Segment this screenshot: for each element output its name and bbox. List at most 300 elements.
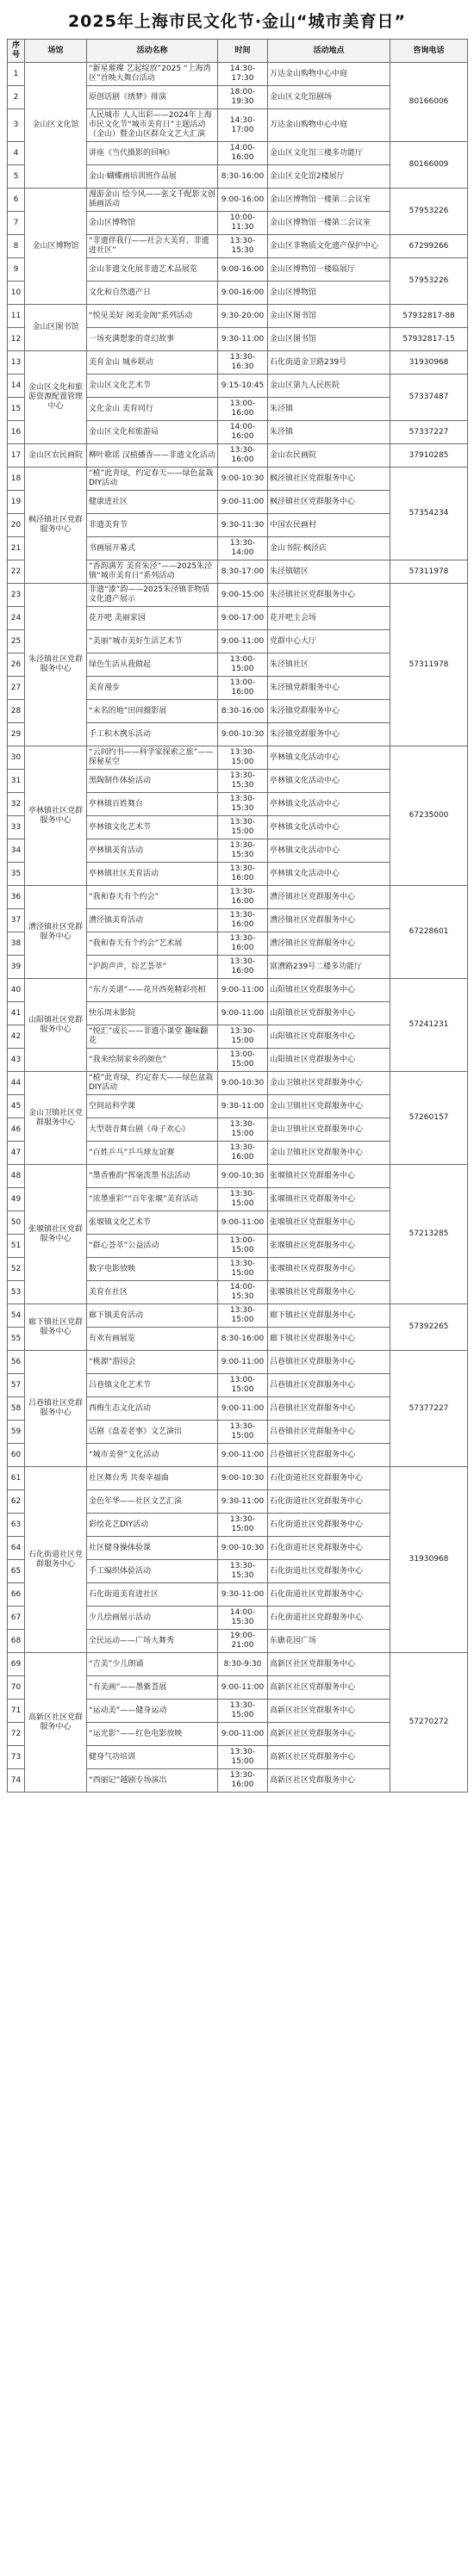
time-cell: 9:00-16:00 [218, 282, 268, 305]
location-cell: 张堰镇社区党群服务中心 [268, 1235, 390, 1258]
location-cell: 张堰镇社区党群服务中心 [268, 1211, 390, 1235]
time-cell: 13:30-16:00 [218, 886, 268, 909]
activity-cell: 亭林镇文化艺术节 [87, 816, 218, 839]
row-number: 33 [8, 816, 25, 839]
venue-cell: 金山卫镇社区党群服务中心 [25, 1072, 87, 1165]
row-number: 9 [8, 258, 25, 282]
time-cell: 13:30-15:00 [218, 1304, 268, 1328]
activity-cell: 绿色生活从我做起 [87, 653, 218, 677]
time-cell: 9:00-11:00 [218, 979, 268, 1002]
time-cell: 8:30-16:00 [218, 165, 268, 189]
activity-cell: 健身气功培训 [87, 1746, 218, 1769]
row-number: 21 [8, 537, 25, 560]
location-cell: 石化街道社区党群服务中心 [268, 1560, 390, 1583]
time-cell: 8:30-16:00 [218, 1328, 268, 1351]
time-cell: 14:00-16:00 [218, 421, 268, 444]
time-cell: 9:00-15:00 [218, 584, 268, 607]
time-cell: 13:30-15:00 [218, 1514, 268, 1537]
row-number: 52 [8, 1258, 25, 1281]
location-cell: 漕泾镇社区党群服务中心 [268, 886, 390, 909]
table-row [8, 189, 468, 212]
activity-cell: 数字电影放映 [87, 1258, 218, 1281]
activity-cell: “新星璀璨 艺起绽放”2025 “上海湾区”首映大舞台活动 [87, 63, 218, 86]
time-cell: 8:30-9:30 [218, 1653, 268, 1676]
location-cell: 亭林镇文化活动中心 [268, 793, 390, 816]
row-number: 39 [8, 956, 25, 979]
location-cell: 金山卫镇社区党群服务中心 [268, 1118, 390, 1142]
activity-cell: “植”此青绿，约定春天——绿色盆栽DIY活动 [87, 1072, 218, 1095]
activity-cell: 人民城市 人人出彩——2024年上海市民文化节“城市美育日”主题活动（金山）暨金山区群众文艺大汇演 [87, 109, 218, 142]
time-cell: 14:30-17:00 [218, 109, 268, 142]
location-cell: 朱泾镇社区党群服务中心 [268, 584, 390, 607]
time-cell: 13:30-15:00 [218, 1258, 268, 1281]
row-number: 7 [8, 212, 25, 235]
activity-cell: 金山区博物馆 [87, 212, 218, 235]
row-number: 35 [8, 863, 25, 886]
venue-cell: 廊下镇社区党群服务中心 [25, 1304, 87, 1351]
row-number: 13 [8, 351, 25, 375]
location-cell: 富漕路239号二楼多功能厅 [268, 956, 390, 979]
location-cell: 廊下镇社区党群服务中心 [268, 1328, 390, 1351]
time-cell: 9:00-10:30 [218, 723, 268, 746]
location-cell: 东礁花园广场 [268, 1630, 390, 1653]
time-cell: 13:30-15:30 [218, 839, 268, 863]
location-cell: 朱泾镇党群服务中心 [268, 700, 390, 723]
row-number: 34 [8, 839, 25, 863]
activity-cell: “东方美谱”——花开西苑精彩亮相 [87, 979, 218, 1002]
phone-cell: 57932817-15 [390, 328, 468, 351]
phone-cell: 57270272 [390, 1653, 468, 1793]
table-row [8, 1351, 468, 1374]
activity-cell: “百姓乒乓”乒乓球友谊赛 [87, 1142, 218, 1165]
activity-cell: “吉美”少儿朗诵 [87, 1653, 218, 1676]
row-number: 66 [8, 1583, 25, 1607]
time-cell: 14:00-15:30 [218, 1281, 268, 1304]
location-cell: 金山区文化馆2楼展厅 [268, 165, 390, 189]
time-cell: 18:00-19:30 [218, 86, 268, 109]
time-cell: 9:00-11:00 [218, 630, 268, 653]
time-cell: 9:00-11:00 [218, 1444, 268, 1467]
location-cell: 金山卫镇社区党群服务中心 [268, 1142, 390, 1165]
time-cell: 13:30-15:00 [218, 1421, 268, 1444]
location-cell: 朱泾镇 [268, 398, 390, 421]
phone-cell: 67228601 [390, 886, 468, 979]
activity-cell: 有欢有画展览 [87, 1328, 218, 1351]
time-cell: 14:00-15:30 [218, 1607, 268, 1630]
time-cell: 9:00-10:30 [218, 1072, 268, 1095]
location-cell: 张堰镇社区党群服务中心 [268, 1281, 390, 1304]
location-cell: 朱泾镇社区 [268, 653, 390, 677]
time-cell: 13:30-15:00 [218, 1118, 268, 1142]
activity-cell: 黑陶制作体验活动 [87, 770, 218, 793]
location-cell: 山阳镇社区党群服务中心 [268, 1025, 390, 1049]
time-cell: 13:30-16:30 [218, 351, 268, 375]
table-row [8, 746, 468, 770]
row-number: 61 [8, 1467, 25, 1490]
table-row [8, 886, 468, 909]
row-number: 63 [8, 1514, 25, 1537]
venue-cell: 石化街道社区党群服务中心 [25, 1467, 87, 1653]
phone-cell: 67235000 [390, 746, 468, 886]
time-cell: 9:00-11:00 [218, 1211, 268, 1235]
location-cell: 朱泾镇辖区 [268, 560, 390, 584]
row-number: 29 [8, 723, 25, 746]
time-cell: 13:30-16:00 [218, 1769, 268, 1793]
activity-cell: “云间约书——科学家探索之旅”——探秘星空 [87, 746, 218, 770]
row-number: 67 [8, 1607, 25, 1630]
time-cell: 13:00-16:00 [218, 677, 268, 700]
location-cell: 漕泾镇社区党群服务中心 [268, 909, 390, 932]
activity-cell: “西丽记”越剧专场演出 [87, 1769, 218, 1793]
location-cell: 吕巷镇社区党群服务中心 [268, 1444, 390, 1467]
row-number: 36 [8, 886, 25, 909]
time-cell: 14:00-16:00 [218, 142, 268, 165]
venue-cell: 漕泾镇社区党群服务中心 [25, 886, 87, 979]
row-number: 28 [8, 700, 25, 723]
location-cell: 金山卫镇社区党群服务中心 [268, 1072, 390, 1095]
location-cell: 吕巷镇社区党群服务中心 [268, 1351, 390, 1374]
time-cell: 13:00-15:00 [218, 1235, 268, 1258]
time-cell: 8:30-16:00 [218, 700, 268, 723]
row-number: 27 [8, 677, 25, 700]
activity-cell: “沪韵声声，综艺荟萃” [87, 956, 218, 979]
location-cell: 金山区非物质文化遗产保护中心 [268, 235, 390, 258]
location-cell: 金山区第九人民医院 [268, 375, 390, 398]
activity-cell: “我和春天有个约会” [87, 886, 218, 909]
row-number: 55 [8, 1328, 25, 1351]
venue-cell: 吕巷镇社区党群服务中心 [25, 1351, 87, 1467]
activity-cell: 张堰镇文化艺术节 [87, 1211, 218, 1235]
header-no: 序号 [8, 40, 25, 63]
activity-cell: 空间站科学课 [87, 1095, 218, 1118]
activity-cell: 金山区文化和旅游局 [87, 421, 218, 444]
table-row [8, 351, 468, 375]
location-cell: 金山区博物馆一楼临展厅 [268, 258, 390, 282]
table-row [8, 1467, 468, 1490]
activity-cell: “植”此青绿，约定春天——绿色盆栽DIY活动 [87, 468, 218, 491]
row-number: 22 [8, 560, 25, 584]
row-number: 57 [8, 1374, 25, 1397]
location-cell: 金山区博物馆一楼第二会议室 [268, 189, 390, 212]
activity-cell: 健康进社区 [87, 491, 218, 514]
table-row [8, 305, 468, 328]
phone-cell: 80166009 [390, 142, 468, 189]
activity-cell: 亭林镇社区美育活动 [87, 863, 218, 886]
time-cell: 13:30-16:00 [218, 863, 268, 886]
row-number: 30 [8, 746, 25, 770]
activity-cell: “桃源”游园会 [87, 1351, 218, 1374]
location-cell: 亭林镇文化活动中心 [268, 839, 390, 863]
activity-cell: 亭林镇百姓舞台 [87, 793, 218, 816]
header-venue: 场馆 [25, 40, 87, 63]
table-row [8, 1304, 468, 1328]
activity-cell: 文化金山 美育同行 [87, 398, 218, 421]
location-cell: 张堰镇社区党群服务中心 [268, 1188, 390, 1211]
activity-cell: 花开吧 美丽家园 [87, 607, 218, 630]
location-cell: 石化街道社区党群服务中心 [268, 1467, 390, 1490]
table-row [8, 468, 468, 491]
venue-cell: 张堰镇社区党群服务中心 [25, 1165, 87, 1304]
row-number: 18 [8, 468, 25, 491]
activity-cell: “墨香雅韵”挥毫泼墨书法活动 [87, 1165, 218, 1188]
table-row [8, 584, 468, 607]
phone-cell: 57932817-88 [390, 305, 468, 328]
row-number: 49 [8, 1188, 25, 1211]
time-cell: 13:30-15:00 [218, 1700, 268, 1723]
activity-cell: 金山区文化艺术节 [87, 375, 218, 398]
table-body [8, 63, 468, 1793]
activity-cell: “群心荟萃”公益活动 [87, 1235, 218, 1258]
time-cell: 9:15-10:45 [218, 375, 268, 398]
activity-cell: 社区舞台秀 共奏幸福曲 [87, 1467, 218, 1490]
table-row [8, 444, 468, 468]
time-cell: 9:00-16:00 [218, 189, 268, 212]
table-header-row [8, 40, 468, 63]
row-number: 17 [8, 444, 25, 468]
activity-cell: “香韵满芳 美育朱泾”——2025朱泾镇“城市美育日”系列活动 [87, 560, 218, 584]
row-number: 46 [8, 1118, 25, 1142]
row-number: 64 [8, 1537, 25, 1560]
venue-cell: 金山区文化和旅游资源配置管理中心 [25, 351, 87, 444]
row-number: 6 [8, 189, 25, 212]
activity-cell: 书画展开幕式 [87, 537, 218, 560]
time-cell: 13:30-16:00 [218, 909, 268, 932]
row-number: 41 [8, 1002, 25, 1025]
row-number: 26 [8, 653, 25, 677]
location-cell: 金山区图书馆 [268, 305, 390, 328]
location-cell: 万达金山购物中心中庭 [268, 63, 390, 86]
phone-cell: 57260157 [390, 1072, 468, 1165]
time-cell: 13:30-15:30 [218, 770, 268, 793]
header-time: 时间 [218, 40, 268, 63]
row-number: 16 [8, 421, 25, 444]
time-cell: 9:30-11:00 [218, 1095, 268, 1118]
phone-cell: 37910285 [390, 444, 468, 468]
activity-cell: “我来绘制家乡的颜色” [87, 1049, 218, 1072]
row-number: 11 [8, 305, 25, 328]
time-cell: 9:00-10:30 [218, 1467, 268, 1490]
phone-cell: 57354234 [390, 468, 468, 560]
activity-cell: 快乐周末影院 [87, 1002, 218, 1025]
row-number: 38 [8, 932, 25, 956]
activity-cell: 西梅生态文化活动 [87, 1397, 218, 1421]
location-cell: 漕泾镇社区党群服务中心 [268, 932, 390, 956]
location-cell: 花开吧主会场 [268, 607, 390, 630]
activity-cell: “运动美”——健身运动 [87, 1700, 218, 1723]
time-cell: 9:00-11:00 [218, 1397, 268, 1421]
phone-cell: 57953226 [390, 258, 468, 305]
activity-cell: 彩绘花艺DIY活动 [87, 1514, 218, 1537]
time-cell: 13:30-15:30 [218, 1560, 268, 1583]
location-cell: 金山区博物馆一楼第二会议室 [268, 212, 390, 235]
location-cell: 枫泾镇社区党群服务中心 [268, 468, 390, 491]
row-number: 4 [8, 142, 25, 165]
activity-cell: “非遗伴我行——社会大美育、非遗进社区” [87, 235, 218, 258]
activity-cell: “浓墨重彩”“百年张堰”美育活动 [87, 1188, 218, 1211]
activity-cell: 文化和自然遗产日 [87, 282, 218, 305]
page-title: 2025年上海市民文化节·金山“城市美育日” [67, 12, 407, 31]
activity-cell: 金色年华——社区文艺汇演 [87, 1490, 218, 1514]
row-number: 37 [8, 909, 25, 932]
time-cell: 13:00-15:00 [218, 1374, 268, 1397]
activity-cell: 漕泾镇美育活动 [87, 909, 218, 932]
location-cell: 石化街道社区党群服务中心 [268, 1537, 390, 1560]
time-cell: 13:30-15:00 [218, 1746, 268, 1769]
time-cell: 9:00-11:00 [218, 1723, 268, 1746]
header-phone: 咨询电话 [390, 40, 468, 63]
location-cell: 党群中心大厅 [268, 630, 390, 653]
time-cell: 9:30-11:00 [218, 1490, 268, 1514]
location-cell: 张堰镇社区党群服务中心 [268, 1258, 390, 1281]
phone-cell: 57311978 [390, 584, 468, 746]
row-number: 48 [8, 1165, 25, 1188]
row-number: 19 [8, 491, 25, 514]
location-cell: 高新区社区党群服务中心 [268, 1676, 390, 1700]
phone-cell: 57337487 [390, 375, 468, 421]
location-cell: 高新区社区党群服务中心 [268, 1700, 390, 1723]
location-cell: 石化街道金卫路239号 [268, 351, 390, 375]
location-cell: 石化街道社区党群服务中心 [268, 1583, 390, 1607]
row-number: 5 [8, 165, 25, 189]
activity-cell: “我和春天有个约会”艺术展 [87, 932, 218, 956]
activity-cell: “有美画”——墨紫荟展 [87, 1676, 218, 1700]
venue-cell: 枫泾镇社区党群服务中心 [25, 468, 87, 584]
activity-cell: 话剧《盘姜老事》文艺演出 [87, 1421, 218, 1444]
venue-cell: 金山区博物馆 [25, 189, 87, 305]
phone-cell: 80166006 [390, 63, 468, 142]
activity-cell: “运光影”——红色电影放映 [87, 1723, 218, 1746]
activity-cell: 亭林镇美育活动 [87, 839, 218, 863]
location-cell: 吕巷镇社区党群服务中心 [268, 1421, 390, 1444]
location-cell: 石化街道社区党群服务中心 [268, 1490, 390, 1514]
row-number: 68 [8, 1630, 25, 1653]
activity-cell: 金山·蝴蝶画培训班作品展 [87, 165, 218, 189]
time-cell: 9:30-11:00 [218, 1583, 268, 1607]
time-cell: 9:00-11:00 [218, 491, 268, 514]
location-cell: 中国农民画村 [268, 514, 390, 537]
activity-cell: 金山非遗文化展非遗艺术品展览 [87, 258, 218, 282]
row-number: 51 [8, 1235, 25, 1258]
location-cell: 金山书院·枫泾店 [268, 537, 390, 560]
location-cell: 高新区社区党群服务中心 [268, 1746, 390, 1769]
row-number: 73 [8, 1746, 25, 1769]
time-cell: 9:00-11:00 [218, 1351, 268, 1374]
location-cell: 亭林镇文化活动中心 [268, 816, 390, 839]
row-number: 53 [8, 1281, 25, 1304]
activity-cell: 社区健身操体验课 [87, 1537, 218, 1560]
location-cell: 山阳镇社区党群服务中心 [268, 1049, 390, 1072]
row-number: 43 [8, 1049, 25, 1072]
row-number: 12 [8, 328, 25, 351]
location-cell: 廊下镇社区党群服务中心 [268, 1304, 390, 1328]
row-number: 3 [8, 109, 25, 142]
location-cell: 亭林镇文化活动中心 [268, 770, 390, 793]
row-number: 62 [8, 1490, 25, 1514]
location-cell: 朱泾镇党群服务中心 [268, 677, 390, 700]
row-number: 31 [8, 770, 25, 793]
time-cell: 9:00-11:00 [218, 1676, 268, 1700]
venue-cell: 山阳镇社区党群服务中心 [25, 979, 87, 1072]
time-cell: 14:30-17:30 [218, 63, 268, 86]
time-cell: 9:00-10:30 [218, 1537, 268, 1560]
time-cell: 13:30-16:00 [218, 1142, 268, 1165]
location-cell: 高新区社区党群服务中心 [268, 1653, 390, 1676]
time-cell: 13:30-16:00 [218, 932, 268, 956]
time-cell: 13:00-15:00 [218, 1049, 268, 1072]
row-number: 72 [8, 1723, 25, 1746]
time-cell: 13:30-15:00 [218, 816, 268, 839]
row-number: 45 [8, 1095, 25, 1118]
location-cell: 金山区文化馆剧场 [268, 86, 390, 109]
time-cell: 9:00-16:00 [218, 258, 268, 282]
location-cell: 石化街道社区党群服务中心 [268, 1514, 390, 1537]
time-cell: 13:30-15:30 [218, 235, 268, 258]
row-number: 59 [8, 1421, 25, 1444]
row-number: 23 [8, 584, 25, 607]
location-cell: 吕巷镇社区党群服务中心 [268, 1397, 390, 1421]
activity-cell: 手工积木携乐活动 [87, 723, 218, 746]
row-number: 10 [8, 282, 25, 305]
location-cell: 高新区社区党群服务中心 [268, 1723, 390, 1746]
phone-cell: 57392265 [390, 1304, 468, 1351]
phone-cell: 57311978 [390, 560, 468, 584]
location-cell: 金山区图书馆 [268, 328, 390, 351]
table-row [8, 1653, 468, 1676]
phone-cell: 57953226 [390, 189, 468, 235]
time-cell: 9:00-17:00 [218, 607, 268, 630]
header-activity: 活动名称 [87, 40, 218, 63]
location-cell: 金山卫镇社区党群服务中心 [268, 1095, 390, 1118]
table-row [8, 63, 468, 86]
row-number: 42 [8, 1025, 25, 1049]
location-cell: 枫泾镇社区党群服务中心 [268, 491, 390, 514]
time-cell: 9:00-11:00 [218, 1002, 268, 1025]
row-number: 71 [8, 1700, 25, 1723]
location-cell: 朱泾镇 [268, 421, 390, 444]
activity-cell: 美育金山 城乡联动 [87, 351, 218, 375]
row-number: 8 [8, 235, 25, 258]
time-cell: 13:30-14:00 [218, 537, 268, 560]
activity-cell: 少儿绘画展示活动 [87, 1607, 218, 1630]
phone-cell: 31930968 [390, 1467, 468, 1653]
time-cell: 13:30-15:00 [218, 1188, 268, 1211]
row-number: 50 [8, 1211, 25, 1235]
location-cell: 万达金山购物中心中庭 [268, 109, 390, 142]
time-cell: 13:30-16:00 [218, 956, 268, 979]
venue-cell: 金山区农民画院 [25, 444, 87, 468]
time-cell: 9:00-10:30 [218, 468, 268, 491]
phone-cell: 57337227 [390, 421, 468, 444]
location-cell: 张堰镇社区党群服务中心 [268, 1165, 390, 1188]
activity-cell: 美育漫步 [87, 677, 218, 700]
row-number: 47 [8, 1142, 25, 1165]
time-cell: 13:30-15:30 [218, 793, 268, 816]
time-cell: 9:30-11:00 [218, 328, 268, 351]
table-row [8, 1165, 468, 1188]
venue-cell: 金山区图书馆 [25, 305, 87, 351]
row-number: 56 [8, 1351, 25, 1374]
activity-cell: “悦汇”成长——非遗小课堂 趣味翻花 [87, 1025, 218, 1049]
activity-cell: 全民运动——广场大舞秀 [87, 1630, 218, 1653]
row-number: 60 [8, 1444, 25, 1467]
row-number: 58 [8, 1397, 25, 1421]
location-cell: 亭林镇文化活动中心 [268, 863, 390, 886]
activity-cell: 廊下镇美育活动 [87, 1304, 218, 1328]
location-cell: 金山区文化馆三楼多功能厅 [268, 142, 390, 165]
row-number: 14 [8, 375, 25, 398]
events-table [7, 39, 468, 1793]
activity-cell: 原创话剧《绣梦》排演 [87, 86, 218, 109]
